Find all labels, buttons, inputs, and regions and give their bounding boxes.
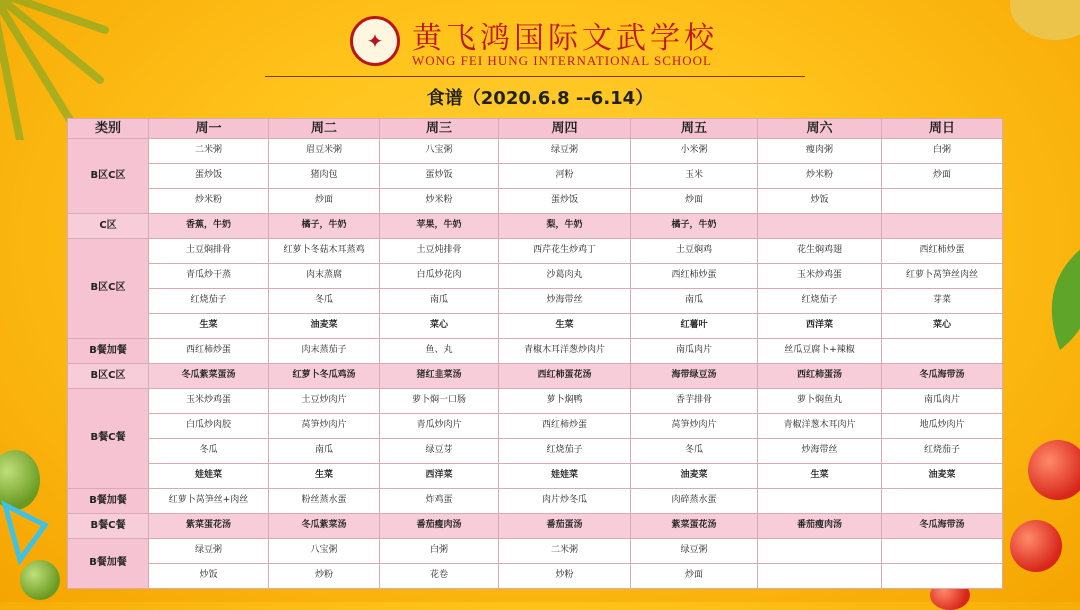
table-row: [68, 339, 1003, 364]
menu-cell: 肉片炒冬瓜: [499, 489, 631, 514]
menu-cell: 梨，牛奶: [499, 214, 631, 239]
table-row: [68, 314, 1003, 339]
menu-cell: 红萝卜莴笋丝肉丝: [882, 264, 1003, 289]
menu-cell: [882, 539, 1003, 564]
menu-cell: 红薯叶: [631, 314, 758, 339]
menu-cell: 菜心: [380, 314, 499, 339]
category-cell: C区: [68, 214, 149, 239]
menu-cell: 冬瓜紫菜蛋汤: [149, 364, 269, 389]
column-header-day: 周日: [882, 119, 1003, 139]
category-cell: B餐加餐: [68, 489, 149, 514]
menu-cell: 娃娃菜: [499, 464, 631, 489]
menu-cell: 绿豆粥: [149, 539, 269, 564]
olive-decoration: [20, 560, 60, 600]
menu-cell: 河粉: [499, 164, 631, 189]
school-name-chinese: 黄飞鸿国际文武学校: [412, 21, 718, 56]
menu-cell: 红烧茄子: [882, 439, 1003, 464]
column-header-day: 周三: [380, 119, 499, 139]
menu-cell: 西红柿炒蛋: [631, 264, 758, 289]
column-header-day: 周六: [758, 119, 882, 139]
menu-cell: 蛋炒饭: [149, 164, 269, 189]
menu-cell: [882, 564, 1003, 589]
category-cell: B餐C餐: [68, 514, 149, 539]
category-cell: B区C区: [68, 139, 149, 214]
menu-cell: 地瓜炒肉片: [882, 414, 1003, 439]
menu-cell: 西红柿蛋汤: [758, 364, 882, 389]
menu-cell: [882, 214, 1003, 239]
menu-cell: 南瓜: [380, 289, 499, 314]
menu-cell: 南瓜: [631, 289, 758, 314]
menu-cell: 西红柿炒蛋: [499, 414, 631, 439]
menu-cell: 肉碎蒸水蛋: [631, 489, 758, 514]
menu-cell: 炒粉: [269, 564, 380, 589]
menu-cell: 南瓜肉片: [882, 389, 1003, 414]
menu-cell: 蛋炒饭: [380, 164, 499, 189]
menu-cell: 炒米粉: [380, 189, 499, 214]
menu-cell: 红烧茄子: [149, 289, 269, 314]
header: [0, 0, 1080, 118]
column-header-category: 类别: [68, 119, 149, 139]
table-row: [68, 439, 1003, 464]
menu-cell: 土豆焖排骨: [149, 239, 269, 264]
menu-cell: 粉丝蒸水蛋: [269, 489, 380, 514]
tomato-decoration: [1010, 520, 1062, 572]
menu-cell: 萝卜焖鸭: [499, 389, 631, 414]
menu-cell: [882, 489, 1003, 514]
menu-cell: 炸鸡蛋: [380, 489, 499, 514]
menu-cell: 炒饭: [149, 564, 269, 589]
menu-cell: 花生焖鸡翅: [758, 239, 882, 264]
menu-cell: 炒面: [882, 164, 1003, 189]
menu-cell: 萝卜焖鱼丸: [758, 389, 882, 414]
menu-cell: 肉末蒸腐: [269, 264, 380, 289]
menu-cell: 菜心: [882, 314, 1003, 339]
menu-cell: 炒粉: [499, 564, 631, 589]
menu-cell: 苹果，牛奶: [380, 214, 499, 239]
menu-table: [67, 118, 1003, 589]
menu-cell: 西洋菜: [380, 464, 499, 489]
menu-cell: 二米粥: [499, 539, 631, 564]
table-row: [68, 389, 1003, 414]
menu-cell: 青瓜炒肉片: [380, 414, 499, 439]
menu-cell: 玉米炒鸡蛋: [149, 389, 269, 414]
menu-cell: 紫菜蛋花汤: [631, 514, 758, 539]
table-row: [68, 539, 1003, 564]
column-header-day: 周一: [149, 119, 269, 139]
table-row: [68, 564, 1003, 589]
menu-cell: 红烧茄子: [758, 289, 882, 314]
menu-cell: 香蕉，牛奶: [149, 214, 269, 239]
category-cell: B餐C餐: [68, 389, 149, 489]
menu-cell: 沙葛肉丸: [499, 264, 631, 289]
menu-cell: 白瓜炒肉胶: [149, 414, 269, 439]
table-row: [68, 239, 1003, 264]
menu-cell: 南瓜: [269, 439, 380, 464]
menu-cell: 番茄瘦肉汤: [380, 514, 499, 539]
table-row: [68, 489, 1003, 514]
menu-title: 食谱（2020.6.8 --6.14）: [426, 88, 654, 109]
menu-cell: 白瓜炒花肉: [380, 264, 499, 289]
menu-cell: 冬瓜: [149, 439, 269, 464]
menu-cell: 西洋菜: [758, 314, 882, 339]
menu-cell: 小米粥: [631, 139, 758, 164]
menu-cell: 西红柿炒蛋: [149, 339, 269, 364]
menu-cell: 生菜: [269, 464, 380, 489]
column-header-day: 周五: [631, 119, 758, 139]
menu-cell: 橘子，牛奶: [631, 214, 758, 239]
menu-cell: 炒面: [269, 189, 380, 214]
category-cell: B餐加餐: [68, 539, 149, 589]
menu-cell: 青椒木耳洋葱炒肉片: [499, 339, 631, 364]
menu-cell: 油麦菜: [269, 314, 380, 339]
menu-cell: 红萝卜冬瓜鸡汤: [269, 364, 380, 389]
menu-cell: 紫菜蛋花汤: [149, 514, 269, 539]
menu-cell: 红萝卜冬菇木耳蒸鸡: [269, 239, 380, 264]
table-row: [68, 289, 1003, 314]
menu-cell: 炒米粉: [149, 189, 269, 214]
menu-cell: 瘦肉粥: [758, 139, 882, 164]
menu-cell: 绿豆粥: [631, 539, 758, 564]
menu-cell: 玉米: [631, 164, 758, 189]
menu-cell: 青椒洋葱木耳肉片: [758, 414, 882, 439]
menu-cell: 炒饭: [758, 189, 882, 214]
menu-cell: 青瓜炒干蒸: [149, 264, 269, 289]
menu-cell: [882, 339, 1003, 364]
table-row: [68, 189, 1003, 214]
category-cell: B餐加餐: [68, 339, 149, 364]
table-row: [68, 514, 1003, 539]
table-row: [68, 364, 1003, 389]
menu-cell: 土豆炖排骨: [380, 239, 499, 264]
table-row: [68, 214, 1003, 239]
table-row: [68, 139, 1003, 164]
menu-cell: 冬瓜海带汤: [882, 364, 1003, 389]
menu-cell: 炒面: [631, 189, 758, 214]
school-logo: ✦: [350, 16, 400, 66]
menu-cell: 海带绿豆汤: [631, 364, 758, 389]
menu-cell: 炒面: [631, 564, 758, 589]
table-row: [68, 464, 1003, 489]
menu-cell: 油麦菜: [882, 464, 1003, 489]
menu-cell: 八宝粥: [269, 539, 380, 564]
menu-cell: [758, 489, 882, 514]
menu-cell: 番茄蛋汤: [499, 514, 631, 539]
menu-cell: [882, 189, 1003, 214]
menu-cell: 鱼、丸: [380, 339, 499, 364]
menu-cell: 西红柿蛋花汤: [499, 364, 631, 389]
geometric-shape-decoration: [0, 495, 52, 565]
table-header-row: [68, 119, 1003, 139]
table-row: [68, 164, 1003, 189]
menu-cell: 生菜: [149, 314, 269, 339]
tomato-decoration: [1028, 440, 1080, 500]
table-row: [68, 414, 1003, 439]
menu-cell: 西红柿炒蛋: [882, 239, 1003, 264]
menu-cell: [758, 539, 882, 564]
menu-cell: [758, 564, 882, 589]
menu-cell: 油麦菜: [631, 464, 758, 489]
menu-cell: 冬瓜: [631, 439, 758, 464]
menu-cell: 冬瓜海带汤: [882, 514, 1003, 539]
menu-cell: 玉米炒鸡蛋: [758, 264, 882, 289]
menu-cell: 白粥: [380, 539, 499, 564]
menu-cell: 南瓜肉片: [631, 339, 758, 364]
menu-cell: 肉末蒸茄子: [269, 339, 380, 364]
menu-cell: 橘子，牛奶: [269, 214, 380, 239]
menu-cell: 花卷: [380, 564, 499, 589]
menu-cell: 猪肉包: [269, 164, 380, 189]
menu-cell: 香芋排骨: [631, 389, 758, 414]
menu-cell: 丝瓜豆腐卜+辣椒: [758, 339, 882, 364]
menu-cell: 土豆焖鸡: [631, 239, 758, 264]
menu-cell: 红萝卜莴笋丝+肉丝: [149, 489, 269, 514]
menu-cell: 眉豆米粥: [269, 139, 380, 164]
column-header-day: 周二: [269, 119, 380, 139]
divider: [265, 76, 805, 77]
column-header-day: 周四: [499, 119, 631, 139]
menu-cell: 芽菜: [882, 289, 1003, 314]
menu-cell: 绿豆粥: [499, 139, 631, 164]
menu-cell: 生菜: [499, 314, 631, 339]
leaf-decoration: [1020, 230, 1080, 350]
menu-cell: 土豆炒肉片: [269, 389, 380, 414]
menu-cell: 莴笋炒肉片: [631, 414, 758, 439]
menu-cell: 红烧茄子: [499, 439, 631, 464]
category-cell: B区C区: [68, 239, 149, 339]
menu-cell: 冬瓜: [269, 289, 380, 314]
menu-cell: 白粥: [882, 139, 1003, 164]
menu-cell: 炒海带丝: [499, 289, 631, 314]
table-row: [68, 264, 1003, 289]
menu-cell: 莴笋炒肉片: [269, 414, 380, 439]
school-name-english: WONG FEI HUNG INTERNATIONAL SCHOOL: [412, 53, 712, 68]
menu-cell: 猪红韭菜汤: [380, 364, 499, 389]
menu-cell: 绿豆芽: [380, 439, 499, 464]
menu-cell: 二米粥: [149, 139, 269, 164]
menu-cell: 炒米粉: [758, 164, 882, 189]
menu-cell: [758, 214, 882, 239]
menu-cell: 萝卜焖一口肠: [380, 389, 499, 414]
menu-cell: 西芹花生炒鸡丁: [499, 239, 631, 264]
category-cell: B区C区: [68, 364, 149, 389]
menu-cell: 娃娃菜: [149, 464, 269, 489]
menu-cell: 八宝粥: [380, 139, 499, 164]
menu-cell: 蛋炒饭: [499, 189, 631, 214]
menu-cell: 番茄瘦肉汤: [758, 514, 882, 539]
menu-cell: 炒海带丝: [758, 439, 882, 464]
menu-cell: 生菜: [758, 464, 882, 489]
menu-cell: 冬瓜紫菜汤: [269, 514, 380, 539]
